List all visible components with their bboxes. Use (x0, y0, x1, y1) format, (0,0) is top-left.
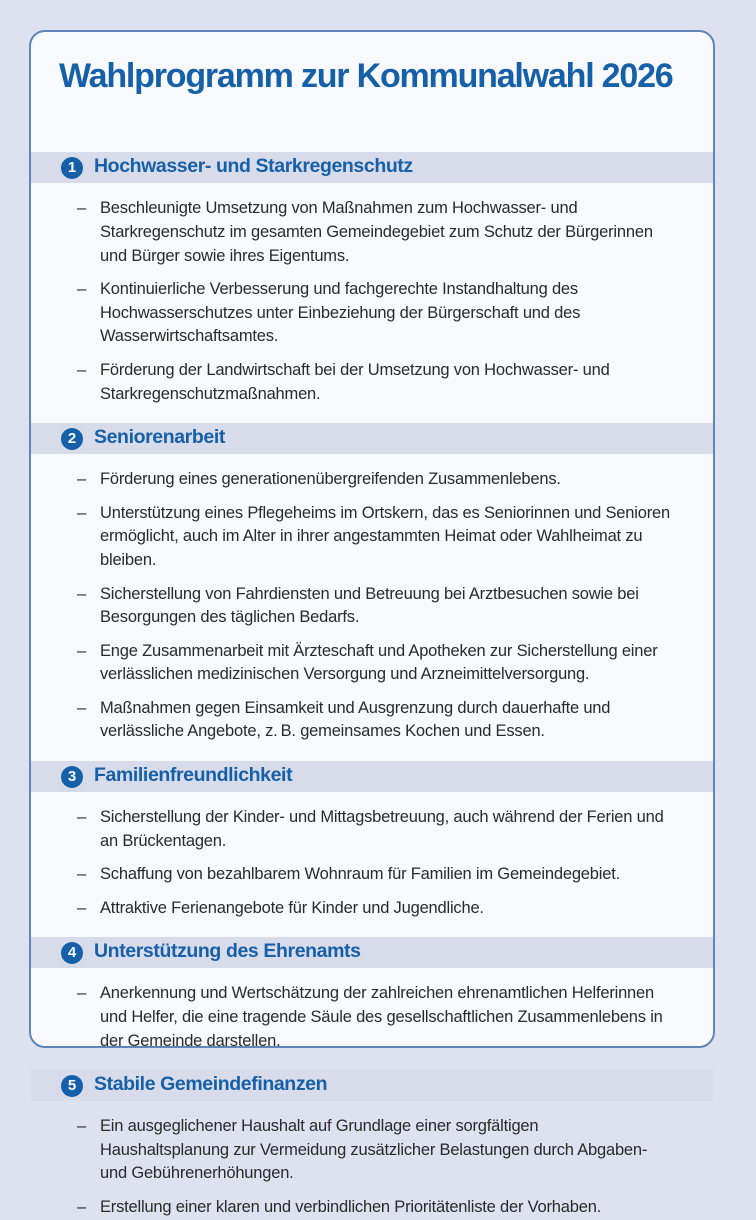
bullet-item (77, 697, 671, 744)
bullet-text: Sicherstellung von Fahrdiensten und Betreuung bei Arztbesuchen sowie bei Besorgungen des täglichen Bedarfs. (100, 584, 639, 627)
bullet-text: Maßnahmen gegen Einsamkeit und Ausgrenzung durch dauerhafte und verlässliche Angebote, z. B. gemeinsames Kochen und Essen. (100, 698, 611, 741)
bullet-dash-icon: – (77, 280, 86, 299)
section-number-badge: 3 (61, 766, 83, 788)
bullet-dash-icon: – (77, 865, 86, 884)
section-header-band (31, 152, 713, 183)
bullet-text: Enge Zusammenarbeit mit Ärzteschaft und Apotheken zur Sicherstellung einer verlässlichen medizinischen Versorgung und Arzneimittelversorgung. (100, 641, 658, 684)
bullet-item (77, 640, 671, 687)
section-number-badge: 2 (61, 428, 83, 450)
bullet-text: Sicherstellung der Kinder- und Mittagsbetreuung, auch während der Ferien und an Brückentagen. (100, 808, 664, 850)
bullet-text: Schaffung von bezahlbarem Wohnraum für Familien im Gemeindegebiet. (100, 865, 620, 884)
bullet-text: Förderung eines generationenübergreifenden Zusammenlebens. (100, 470, 561, 489)
section-header-band (31, 761, 713, 792)
section-number-badge: 1 (61, 157, 83, 179)
bullet-text: Förderung der Landwirtschaft bei der Umsetzung von Hochwasser- und Starkregenschutzmaßnahmen. (100, 360, 610, 403)
bullet-dash-icon: – (77, 199, 86, 218)
bullet-text: Ein ausgeglichener Haushalt auf Grundlage einer sorgfältigen Haushaltsplanung zur Vermeidung zusätzlicher Belastungen durch Abgaben- und Gebührenerhöhungen. (100, 1117, 648, 1183)
bullet-text: Unterstützung eines Pflegeheims im Ortskern, das es Seniorinnen und Senioren ermöglicht, auch im Alter in ihrer angestammten Heimat oder Wahlheimat zu bleiben. (100, 503, 670, 569)
program-section (31, 761, 713, 920)
program-section (31, 423, 713, 744)
bullet-item (77, 863, 671, 887)
bullet-dash-icon: – (77, 584, 86, 603)
bullet-item (77, 897, 671, 921)
section-title: Unterstützung des Ehrenamts (94, 940, 361, 963)
section-number-badge: 5 (61, 1075, 83, 1097)
bullet-text: Erstellung einer klaren und verbindlichen Prioritätenliste der Vorhaben. (100, 1198, 602, 1217)
bullet-item (77, 502, 671, 573)
bullet-text: Anerkennung und Wertschätzung der zahlreichen ehrenamtlichen Helferinnen und Helfer, die eine tragende Säule des gesellschaftlichen Zusammenlebens in der Gemeinde darstellen. (100, 984, 663, 1050)
bullet-item (77, 806, 671, 853)
program-section (31, 937, 713, 1053)
bullet-dash-icon: – (77, 808, 86, 827)
bullet-dash-icon: – (77, 641, 86, 660)
bullet-dash-icon: – (77, 698, 86, 717)
bullet-dash-icon: – (77, 898, 86, 917)
section-title: Familienfreundlichkeit (94, 764, 293, 787)
bullet-item (77, 1196, 671, 1220)
section-item-list (31, 792, 713, 920)
section-title: Seniorenarbeit (94, 426, 225, 449)
bullet-dash-icon: – (77, 503, 86, 522)
section-title: Stabile Gemeindefinanzen (94, 1073, 328, 1096)
bullet-text: Kontinuierliche Verbesserung und fachgerechte Instandhaltung des Hochwasserschutzes unter Einbeziehung der Bürgerschaft und des Wasserwirtschaftsamtes. (100, 280, 581, 346)
bullet-text: Attraktive Ferienangebote für Kinder und Jugendliche. (100, 898, 484, 917)
bullet-dash-icon: – (77, 1198, 86, 1217)
bullet-dash-icon: – (77, 984, 86, 1003)
section-header-band (31, 423, 713, 454)
section-item-list (31, 183, 713, 406)
program-section (31, 152, 713, 406)
page-title: Wahlprogramm zur Kommunalwahl 2026 (59, 57, 673, 95)
section-item-list (31, 454, 713, 744)
section-number-badge: 4 (61, 942, 83, 964)
section-header-band (31, 937, 713, 968)
bullet-item (77, 197, 671, 268)
section-header-band (31, 1070, 713, 1101)
bullet-dash-icon: – (77, 360, 86, 379)
bullet-dash-icon: – (77, 470, 86, 489)
section-item-list (31, 1101, 713, 1219)
bullet-item (77, 583, 671, 630)
bullet-text: Beschleunigte Umsetzung von Maßnahmen zum Hochwasser- und Starkregenschutz im gesamten Gemeindegebiet zum Schutz der Bürgerinnen und Bürger sowie ihres Eigentums. (100, 199, 653, 265)
bullet-dash-icon: – (77, 1117, 86, 1136)
section-item-list (31, 968, 713, 1053)
bullet-item (77, 468, 671, 492)
bullet-item (77, 982, 671, 1053)
sections-container (31, 152, 713, 1219)
program-card (29, 30, 715, 1217)
program-section (31, 1070, 713, 1219)
bullet-item (77, 278, 671, 349)
title-spacer (31, 95, 713, 135)
section-title: Hochwasser- und Starkregenschutz (94, 155, 413, 178)
bullet-item (77, 1115, 671, 1186)
bullet-item (77, 359, 671, 406)
